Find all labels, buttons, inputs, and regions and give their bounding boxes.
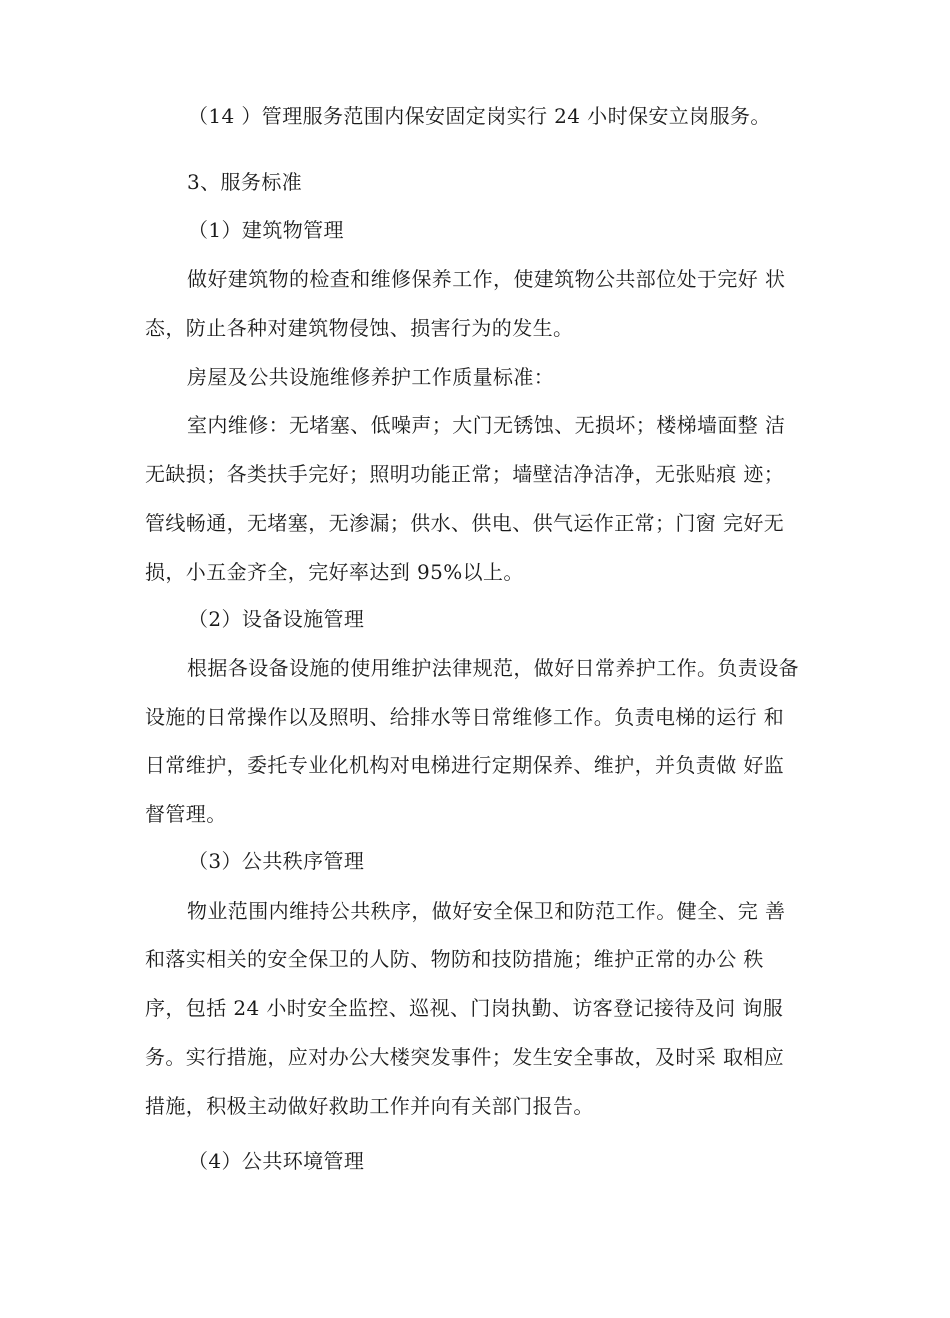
subsection-heading: （4）公共环境管理	[188, 1149, 365, 1173]
subsection-heading: （1）建筑物管理	[188, 218, 344, 242]
text-line: 物业范围内维持公共秩序，做好安全保卫和防范工作。健全、完 善	[187, 899, 786, 923]
subsection-heading: （3）公共秩序管理	[188, 849, 365, 873]
text-line: 根据各设备设施的使用维护法律规范，做好日常养护工作。负责设备	[187, 656, 799, 680]
text-line: 和落实相关的安全保卫的人防、物防和技防措施；维护正常的办公 秩	[145, 947, 764, 971]
section-heading: 3、服务标准	[187, 170, 303, 194]
text-line: 态，防止各种对建筑物侵蚀、损害行为的发生。	[145, 316, 574, 340]
text-line: （14 ）管理服务范围内保安固定岗实行 24 小时保安立岗服务。	[188, 104, 771, 128]
text-line: 日常维护，委托专业化机构对电梯进行定期保养、维护，并负责做 好监	[145, 753, 785, 777]
subsection-heading: （2）设备设施管理	[188, 607, 365, 631]
text-line: 无缺损；各类扶手完好；照明功能正常；墙壁洁净洁净，无张贴痕 迹；	[145, 462, 785, 486]
text-line: 措施，积极主动做好救助工作并向有关部门报告。	[145, 1094, 594, 1118]
text-line: 损，小五金齐全，完好率达到 95%以上。	[145, 560, 524, 584]
text-line: 督管理。	[145, 802, 227, 826]
text-line: 做好建筑物的检查和维修保养工作，使建筑物公共部位处于完好 状	[187, 267, 786, 291]
text-line: 房屋及公共设施维修养护工作质量标准：	[187, 365, 555, 389]
text-line: 室内维修：无堵塞、低噪声；大门无锈蚀、无损坏；楼梯墙面整 洁	[187, 413, 786, 437]
text-line: 管线畅通，无堵塞，无渗漏；供水、供电、供气运作正常；门窗 完好无	[145, 511, 785, 535]
text-line: 务。实行措施，应对办公大楼突发事件；发生安全事故，及时采 取相应	[145, 1045, 785, 1069]
text-line: 设施的日常操作以及照明、给排水等日常维修工作。负责电梯的运行 和	[145, 705, 785, 729]
text-line: 序，包括 24 小时安全监控、巡视、门岗执勤、访客登记接待及问 询服	[145, 996, 784, 1020]
